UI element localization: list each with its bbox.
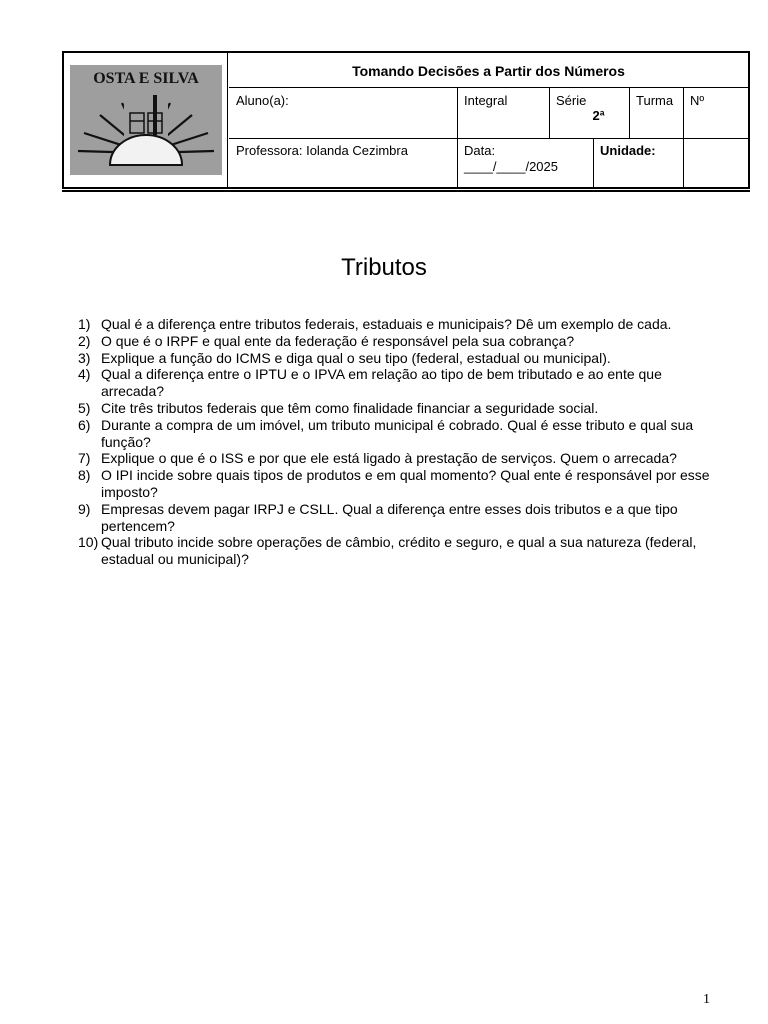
question-text: Durante a compra de um imóvel, um tributo municipal é cobrado. Qual é esse tributo e qual sua função? xyxy=(101,416,694,450)
question-text: Empresas devem pagar IRPJ e CSLL. Qual a diferença entre esses dois tributos e a que tipo pertencem? xyxy=(101,500,678,534)
class-field[interactable] xyxy=(630,89,683,138)
page-number: 1 xyxy=(703,992,710,1007)
serie-value: 2ª xyxy=(592,108,605,123)
question-text: Cite três tributos federais que têm como finalidade financiar a seguridade social. xyxy=(101,399,599,416)
serie-cell xyxy=(550,89,629,138)
question-number: 6) xyxy=(78,416,91,433)
question-item xyxy=(78,400,718,417)
teacher-cell xyxy=(230,139,457,187)
turma-label: Turma xyxy=(636,93,674,108)
date-value: ____/____/2025 xyxy=(464,159,558,174)
question-number: 1) xyxy=(78,316,91,332)
question-item xyxy=(78,467,718,501)
question-item xyxy=(78,534,718,568)
question-item xyxy=(78,316,718,333)
question-item xyxy=(78,450,718,467)
header-underline xyxy=(62,190,750,192)
question-list xyxy=(78,316,718,568)
header-table xyxy=(62,51,750,189)
question-item xyxy=(78,417,718,451)
question-item xyxy=(78,501,718,535)
question-text: Explique a função do ICMS e diga qual o seu tipo (federal, estadual ou municipal). xyxy=(101,349,611,366)
serie-label: Série xyxy=(556,93,587,108)
question-text: O IPI incide sobre quais tipos de produtos e em qual momento? Qual ente é responsável por esse imposto? xyxy=(101,467,710,500)
unidade-label: Unidade: xyxy=(600,143,656,158)
teacher-label: Professora: Iolanda Cezimbra xyxy=(236,143,408,158)
integral-cell xyxy=(458,89,549,138)
unit-field[interactable] xyxy=(594,139,683,187)
number-field[interactable] xyxy=(684,89,748,138)
date-field[interactable] xyxy=(458,139,593,187)
blank-cell xyxy=(684,139,748,187)
question-text: Qual é a diferença entre tributos federais, estaduais e municipais? Dê um exemplo de cada. xyxy=(101,316,672,332)
question-number: 9) xyxy=(78,500,91,517)
student-name-field[interactable] xyxy=(230,89,457,138)
question-item xyxy=(78,350,718,367)
integral-label: Integral xyxy=(464,93,508,108)
question-text: Qual tributo incide sobre operações de câmbio, crédito e seguro, e qual a sua natureza (federal, estadual ou municipal)? xyxy=(101,534,697,568)
question-number: 5) xyxy=(78,399,91,416)
question-text: O que é o IRPF e qual ente da federação é responsável pela sua cobrança? xyxy=(101,332,575,349)
question-number: 3) xyxy=(78,349,91,366)
page-title: Tributos xyxy=(341,254,427,281)
logo-cell xyxy=(64,53,228,187)
logo-lettering: OSTA E SILVA xyxy=(93,70,199,87)
sunrise-emblem-icon xyxy=(70,65,222,175)
question-number: 7) xyxy=(78,450,91,467)
question-number: 2) xyxy=(78,332,91,349)
question-text: Qual a diferença entre o IPTU e o IPVA em relação ao tipo de bem tributado e ao ente que arrecada? xyxy=(101,366,662,400)
question-item xyxy=(78,366,718,400)
question-number: 8) xyxy=(78,467,91,484)
date-label: Data: xyxy=(464,143,496,158)
question-item xyxy=(78,333,718,350)
question-number: 10) xyxy=(78,534,99,551)
numero-label: Nº xyxy=(690,93,705,108)
document-title: Tomando Decisões a Partir dos Números xyxy=(229,53,748,88)
student-label: Aluno(a): xyxy=(236,93,289,108)
question-text: Explique o que é o ISS e por que ele está ligado à prestação de serviços. Quem o arrecada? xyxy=(101,450,677,467)
school-logo xyxy=(70,65,222,175)
question-number: 4) xyxy=(78,366,91,383)
